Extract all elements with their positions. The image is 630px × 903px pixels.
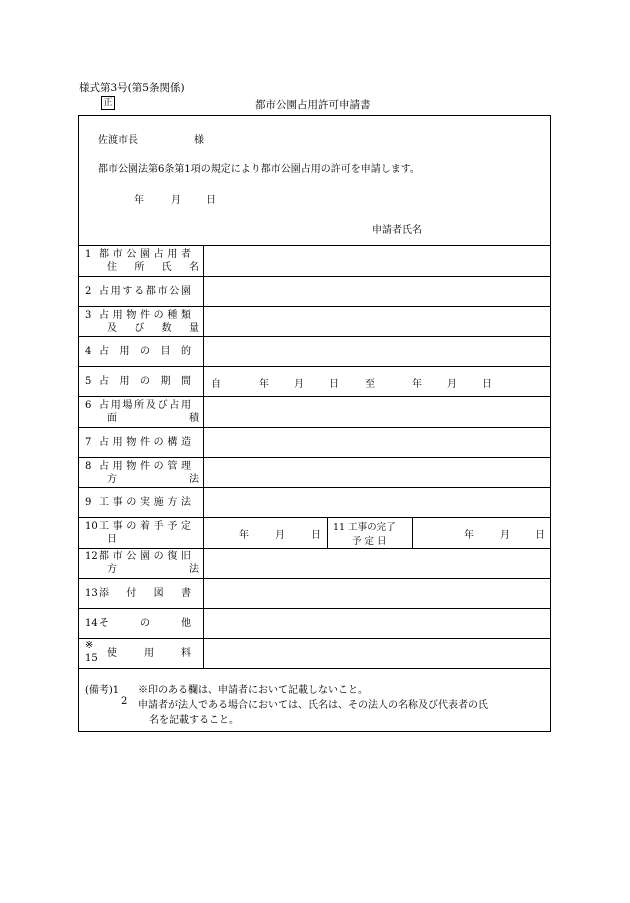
row-divider — [79, 276, 550, 277]
form-label: 様式第3号(第5条関係) — [79, 82, 185, 94]
label-text: 占用の目的 — [99, 346, 191, 357]
end-date-label-line2: 予 定 日 — [352, 536, 387, 547]
row-number: 10 — [85, 521, 98, 532]
row-number: 15 — [85, 653, 98, 664]
row-divider — [79, 306, 550, 307]
remark-2-line1: 申請者が法人である場合においては、氏名は、その法人の名称及び代表者の氏 — [138, 700, 488, 711]
label-text: 占用の期間 — [99, 376, 191, 387]
row-divider — [79, 608, 550, 609]
period-to: 至 — [365, 379, 375, 390]
end-date-label — [333, 519, 396, 533]
row-number: 13 — [85, 588, 98, 599]
label-line2: 面積 — [107, 413, 199, 424]
row-label-object-type — [85, 309, 197, 335]
column-divider — [327, 517, 328, 548]
start-month[interactable]: 月 — [275, 530, 285, 541]
label-line1: 占用物件の種類 — [99, 310, 191, 321]
application-form-table — [78, 115, 551, 732]
label-text: 工事の実施方法 — [99, 497, 191, 508]
row-label-restoration — [85, 550, 197, 576]
row-label-park — [85, 285, 197, 298]
row-number: 12 — [85, 551, 98, 562]
label-text: 使用料 — [107, 648, 191, 659]
row-number: 2 — [85, 286, 92, 297]
row-divider — [79, 366, 550, 367]
label-text: 占用物件の構造 — [99, 437, 191, 448]
row-label-other — [85, 617, 197, 630]
row-label-start-date — [85, 520, 197, 546]
original-copy-mark: 正 — [101, 96, 115, 110]
label-line1: 都市公園の復旧 — [99, 551, 191, 562]
label-text: 添付図書 — [99, 588, 191, 599]
period-from-month[interactable]: 月 — [294, 379, 304, 390]
label-line2: 住所氏名 — [107, 262, 199, 273]
label-text: 占用する都市公園 — [99, 286, 191, 297]
row-number: 1 — [85, 249, 92, 260]
row-number: 9 — [85, 497, 92, 508]
period-to-month[interactable]: 月 — [447, 379, 457, 390]
end-year[interactable]: 年 — [464, 530, 474, 541]
row-label-occupant — [85, 248, 197, 274]
row-number: 7 — [85, 437, 92, 448]
row-number: 14 — [85, 618, 98, 629]
end-month[interactable]: 月 — [500, 530, 510, 541]
row-label-fee — [85, 647, 197, 660]
period-from: 自 — [211, 379, 221, 390]
label-line1: 工事の着手予定 — [99, 521, 191, 532]
application-date-year[interactable]: 年 — [134, 195, 144, 206]
period-to-day[interactable]: 日 — [482, 379, 492, 390]
document-title: 都市公園占用許可申請書 — [255, 99, 371, 111]
label-line2: 方法 — [107, 474, 199, 485]
label-line2: 方法 — [107, 564, 199, 575]
period-to-year[interactable]: 年 — [412, 379, 422, 390]
label-line2: 日 — [107, 534, 117, 545]
row-number: 6 — [85, 400, 92, 411]
start-year[interactable]: 年 — [239, 530, 249, 541]
row-number: 11 — [333, 522, 346, 533]
row-divider — [79, 638, 550, 639]
addressee: 佐渡市長 — [98, 135, 138, 146]
label-column-divider — [203, 245, 204, 668]
column-divider — [412, 517, 413, 548]
label-line1: 占用場所及び占用 — [99, 400, 191, 411]
label-line1: 工事の完了 — [348, 522, 396, 533]
application-date-day[interactable]: 日 — [206, 195, 216, 206]
row-divider — [79, 487, 550, 488]
row-number: 5 — [85, 376, 92, 387]
row-number: 4 — [85, 346, 92, 357]
row-divider — [79, 245, 550, 246]
row-divider — [79, 457, 550, 458]
application-statement: 都市公園法第6条第1項の規定により都市公園占用の許可を申請します。 — [98, 164, 420, 175]
remark-2-number: 2 — [121, 696, 128, 707]
honorific: 様 — [194, 135, 204, 146]
row-divider — [79, 578, 550, 579]
period-from-day[interactable]: 日 — [329, 379, 339, 390]
label-text: その他 — [99, 618, 191, 629]
end-day[interactable]: 日 — [535, 530, 545, 541]
label-line1: 占用物件の管理 — [99, 461, 191, 472]
row-divider — [79, 427, 550, 428]
row-label-location-area — [85, 399, 197, 425]
row-label-management — [85, 460, 197, 486]
row-number: 8 — [85, 461, 92, 472]
row-divider — [79, 336, 550, 337]
row-divider — [79, 396, 550, 397]
label-line2: 及び数量 — [107, 323, 199, 334]
start-day[interactable]: 日 — [311, 530, 321, 541]
row-divider — [79, 517, 550, 518]
period-from-year[interactable]: 年 — [259, 379, 269, 390]
row-label-period — [85, 375, 197, 388]
applicant-name-label: 申請者氏名 — [372, 225, 422, 236]
office-use-mark: ※ — [85, 640, 94, 651]
remark-2-line2: 名を記載すること。 — [149, 715, 239, 726]
row-label-purpose — [85, 345, 197, 358]
application-date-month[interactable]: 月 — [171, 195, 181, 206]
label-line1: 都市公園占用者 — [99, 249, 191, 260]
row-label-structure — [85, 436, 197, 449]
row-number: 3 — [85, 310, 92, 321]
remark-1: ※印のある欄は、申請者において記載しないこと。 — [138, 685, 368, 696]
row-divider — [79, 668, 550, 669]
row-label-attachments — [85, 587, 197, 600]
row-label-construction-method — [85, 496, 197, 509]
remarks-prefix: (備考)1 — [85, 685, 120, 696]
row-divider — [79, 548, 550, 549]
